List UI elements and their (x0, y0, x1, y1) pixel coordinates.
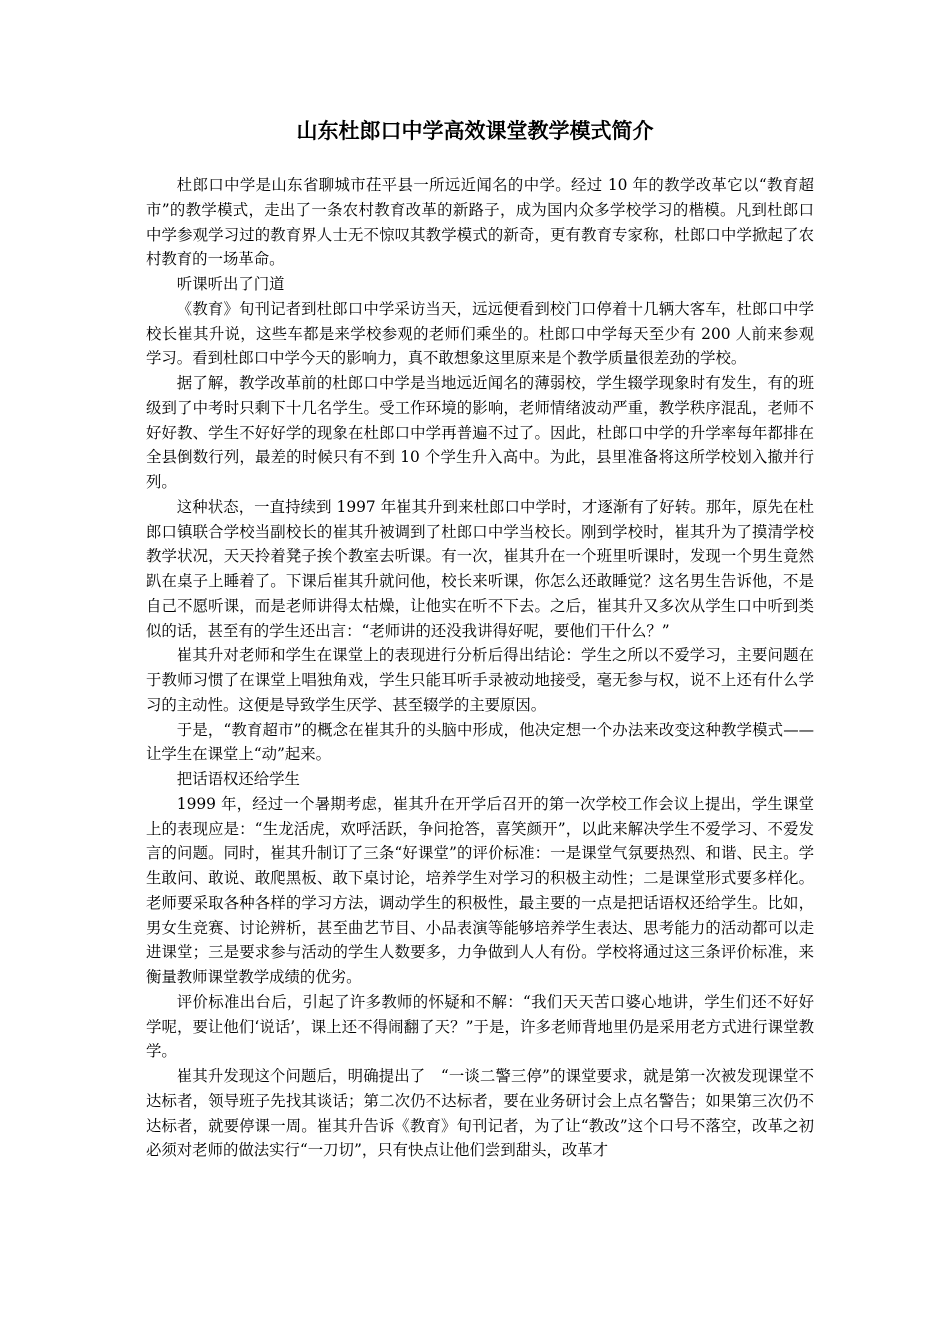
paragraph: 崔其升对老师和学生在课堂上的表现进行分析后得出结论：学生之所以不爱学习，主要问题在于教师习惯了在课堂上唱独角戏，学生只能耳听手录被动地接受，毫无参与权，说不上还有什么学习的主动性。这便是导致学生厌学、甚至辍学的主要原因。 (146, 646, 814, 714)
paragraph-intro: 杜郎口中学是山东省聊城市茌平县一所远近闻名的中学。经过 10 年的教学改革它以“教育超市”的教学模式，走出了一条农村教育改革的新路子，成为国内众多学校学习的楷模。凡到杜郎口中学参观学习过的教育界人士无不惊叹其教学模式的新奇，更有教育专家称，杜郎口中学掀起了农村教育的一场革命。 (146, 176, 814, 269)
paragraph: 崔其升发现这个问题后，明确提出了 “一谈二警三停”的课堂要求，就是第一次被发现课堂不达标者，领导班子先找其谈话；第二次仍不达标者，要在业务研讨会上点名警告；如果第三次仍不达标者，就要停课一周。崔其升告诉《教育》旬刊记者，为了让“教改”这个口号不落空，改革之初必须对老师的做法实行“一刀切”，只有快点让他们尝到甜头，改革才 (146, 1067, 814, 1160)
section-heading-listening: 听课听出了门道 (176, 275, 285, 293)
document-title: 山东杜郎口中学高效课堂教学模式简介 (296, 119, 654, 143)
paragraph: 据了解，教学改革前的杜郎口中学是当地远近闻名的薄弱校，学生辍学现象时有发生，有的班级到了中考时只剩下十几名学生。受工作环境的影响，老师情绪波动严重，教学秩序混乱，老师不好好教、学生不好好学的现象在杜郎口中学再普遍不过了。因此，杜郎口中学的升学率每年都排在全县倒数行列，最差的时候只有不到 10 个学生升入高中。为此，县里准备将这所学校划入撤并行列。 (146, 374, 814, 491)
paragraph: 《教育》旬刊记者到杜郎口中学采访当天，远远便看到校门口停着十几辆大客车，杜郎口中学校长崔其升说，这些车都是来学校参观的老师们乘坐的。杜郎口中学每天至少有 200 人前来参观学习。看到杜郎口中学今天的影响力，真不敢想象这里原来是个教学质量很差劲的学校。 (146, 299, 814, 368)
paragraph: 评价标准出台后，引起了许多教师的怀疑和不解：“我们天天苦口婆心地讲，学生们还不好好学呢，要让他们‘说话’，课上还不得闹翻了天？”于是，许多老师背地里仍是采用老方式进行课堂教学。 (146, 992, 814, 1061)
section-heading-voice: 把话语权还给学生 (176, 770, 300, 788)
paragraph: 1999 年，经过一个暑期考虑，崔其升在开学后召开的第一次学校工作会议上提出，学生课堂上的表现应是：“生龙活虎，欢呼活跃，争问抢答，喜笑颜开”，以此来解决学生不爱学习、不爱发言的问题。同时，崔其升制订了三条“好课堂”的评价标准：一是课堂气氛要热烈、和谐、民主。学生敢问、敢说、敢爬黑板、敢下桌讨论，培养学生对学习的积极主动性；二是课堂形式要多样化。老师要采取各种各样的学习方法，调动学生的积极性，最主要的一点是把话语权还给学生。比如，男女生竞赛、讨论辨析，甚至曲艺节目、小品表演等能够培养学生表达、思考能力的活动都可以走进课堂；三是要求参与活动的学生人数要多，力争做到人人有份。学校将通过这三条评价标准，来衡量教师课堂教学成绩的优劣。 (146, 794, 814, 986)
paragraph: 这种状态，一直持续到 1997 年崔其升到来杜郎口中学时，才逐渐有了好转。那年，原先在杜郎口镇联合学校当副校长的崔其升被调到了杜郎口中学当校长。刚到学校时，崔其升为了摸清学校教学状况，天天拎着凳子挨个教室去听课。有一次，崔其升在一个班里听课时，发现一个男生竟然趴在桌子上睡着了。下课后崔其升就问他，校长来听课，你怎么还敢睡觉？这名男生告诉他，不是自己不愿听课，而是老师讲得太枯燥，让他实在听不下去。之后，崔其升又多次从学生口中听到类似的话，甚至有的学生还出言：“老师讲的还没我讲得好呢，要他们干什么？” (146, 497, 814, 640)
paragraph: 于是，“教育超市”的概念在崔其升的头脑中形成，他决定想一个办法来改变这种教学模式——让学生在课堂上“动”起来。 (146, 720, 814, 764)
document-body (146, 173, 814, 1163)
